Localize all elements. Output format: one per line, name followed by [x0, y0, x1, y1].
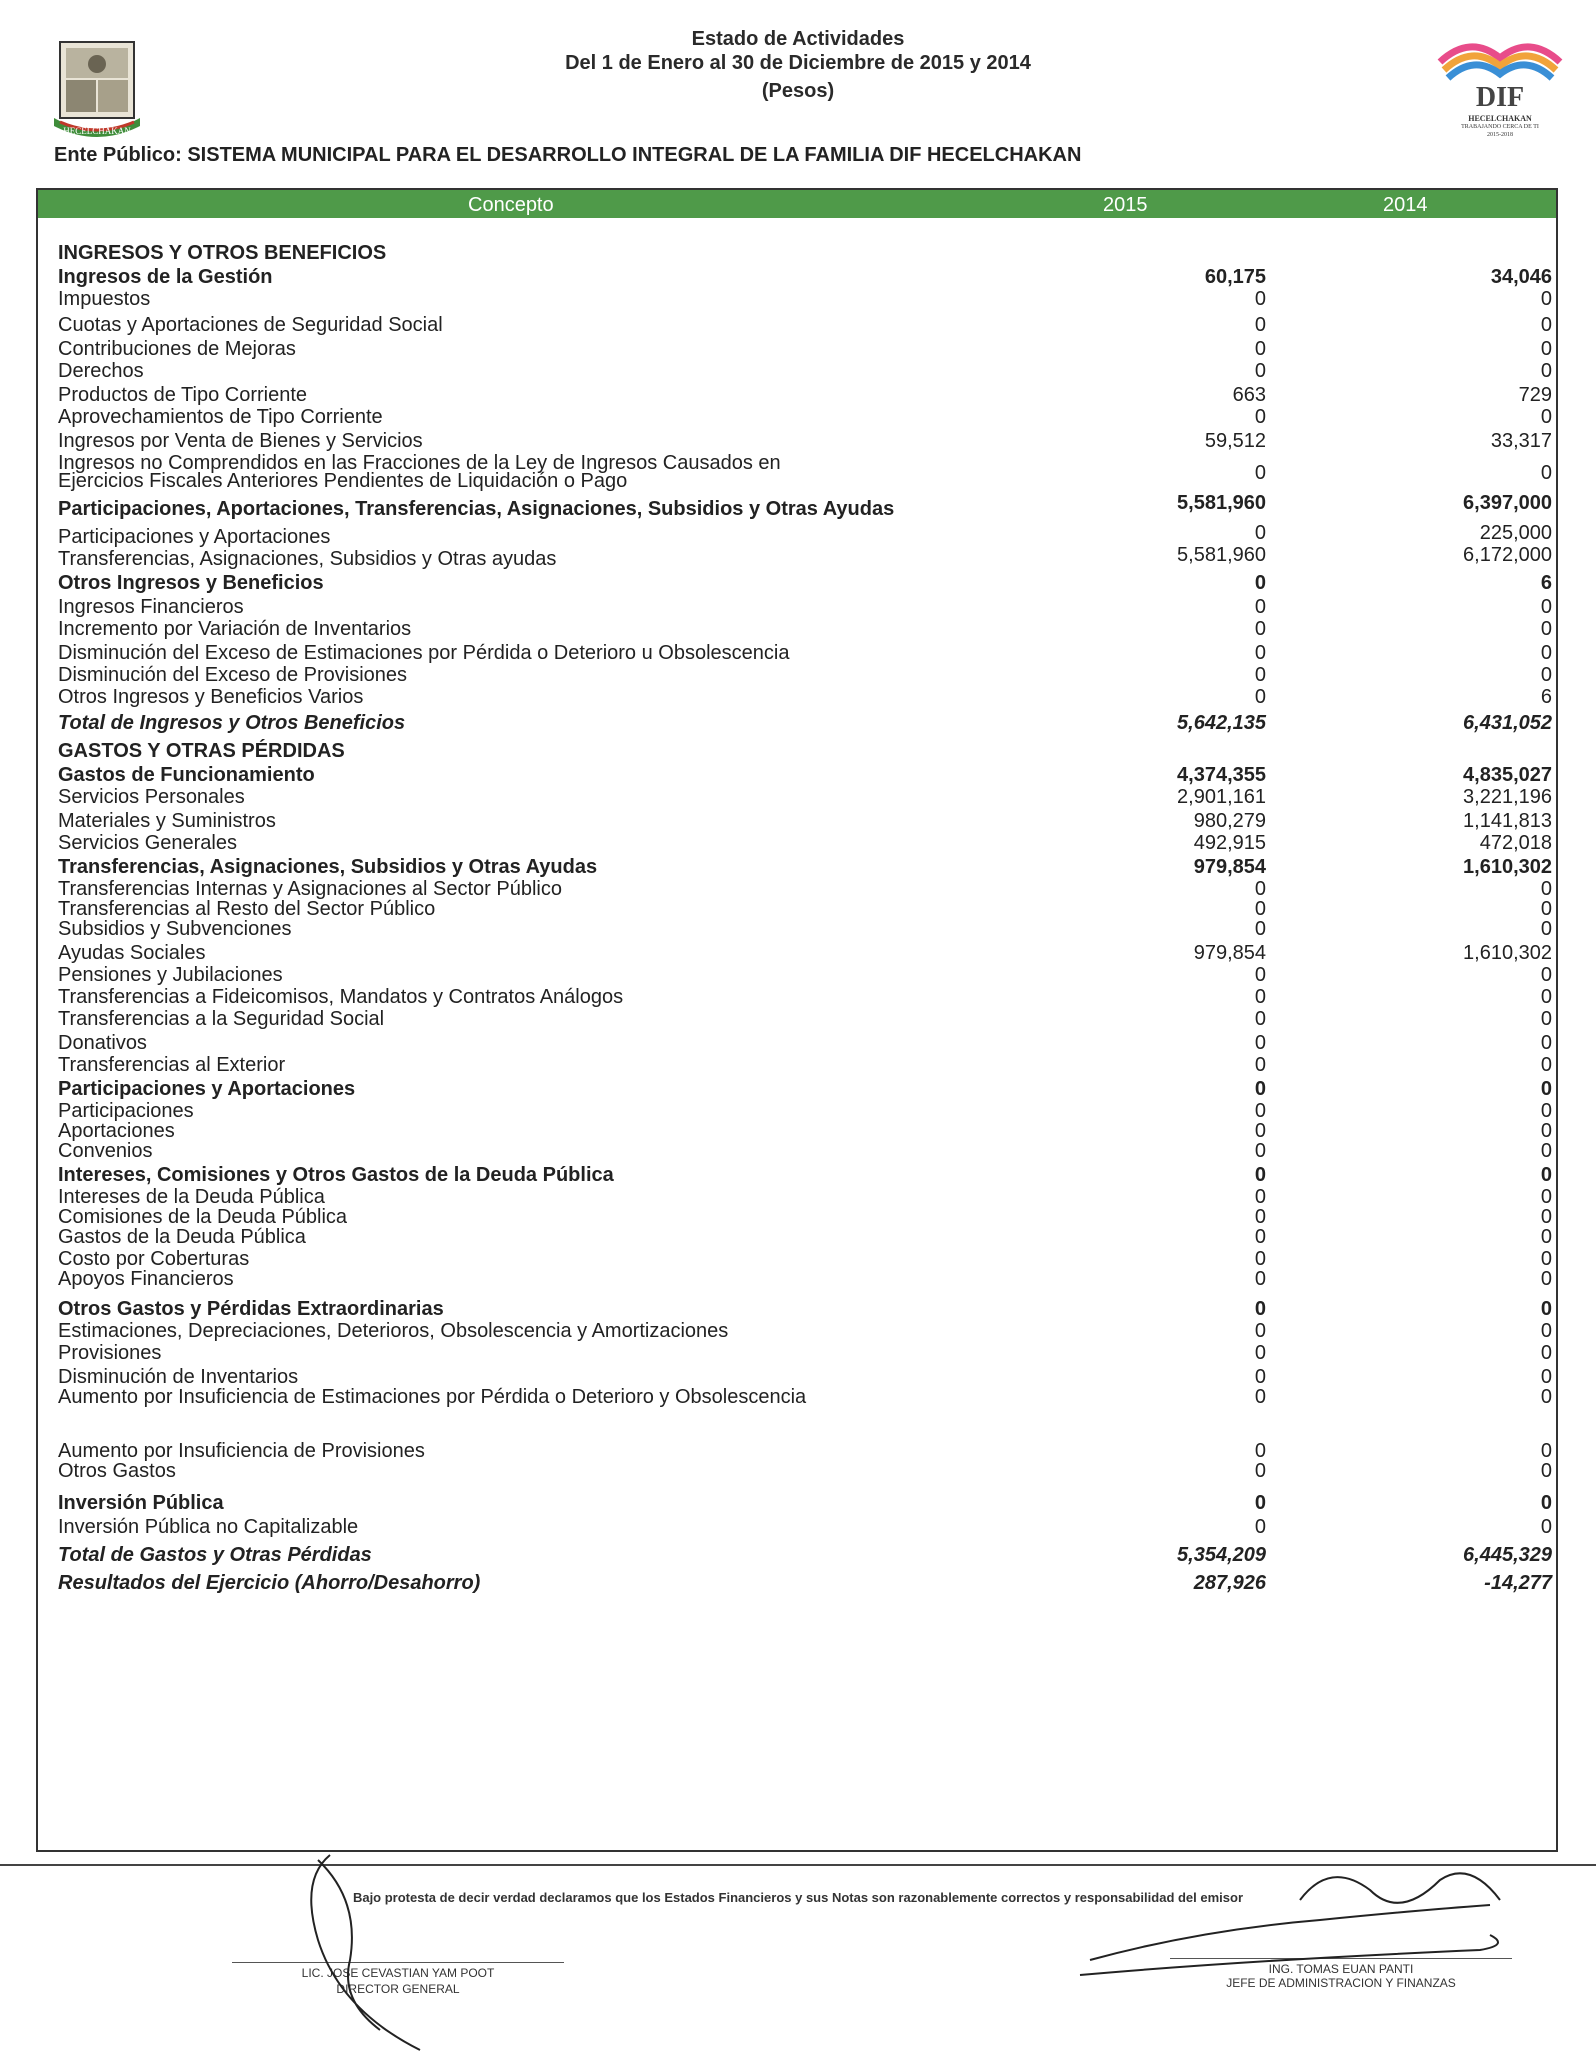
row-label: INGRESOS Y OTROS BENEFICIOS: [58, 242, 387, 264]
row-value-2015: 0: [1254, 462, 1266, 484]
row-label: Resultados del Ejercicio (Ahorro/Desahorro): [58, 1572, 481, 1594]
row-value-2014: 729: [1518, 384, 1552, 406]
table-row: [38, 642, 1556, 666]
row-label: Donativos: [58, 1032, 147, 1054]
footer-divider: [0, 1864, 1596, 1866]
row-value-2015: 0: [1254, 596, 1266, 618]
row-value-2015: 0: [1254, 288, 1266, 310]
row-label: Apoyos Financieros: [58, 1268, 234, 1290]
row-label: Aumento por Insuficiencia de Estimaciones por Pérdida o Deterioro y Obsolescencia: [58, 1386, 807, 1408]
table-row: [38, 856, 1556, 880]
row-value-2015: 0: [1254, 1008, 1266, 1030]
dif-years: 2015-2018: [1487, 132, 1513, 138]
row-value-2014: 0: [1540, 1342, 1552, 1364]
row-value-2014: 0: [1540, 314, 1552, 336]
row-value-2014: 6,397,000: [1463, 492, 1552, 514]
row-value-2014: 6: [1540, 686, 1552, 708]
table-row: [38, 572, 1556, 596]
row-value-2014: 4,835,027: [1463, 764, 1552, 786]
row-value-2015: 0: [1254, 406, 1266, 428]
row-value-2014: 0: [1540, 1248, 1552, 1270]
table-row: [38, 1492, 1556, 1516]
table-row: [38, 986, 1556, 1010]
row-label: Subsidios y Subvenciones: [58, 918, 292, 940]
row-value-2014: 0: [1540, 1320, 1552, 1342]
row-value-2015: 0: [1254, 1298, 1266, 1320]
row-value-2014: 34,046: [1490, 266, 1552, 288]
row-label: Impuestos: [58, 288, 151, 310]
row-label: Transferencias, Asignaciones, Subsidios y Otras ayudas: [58, 548, 557, 570]
row-value-2014: 225,000: [1479, 522, 1552, 544]
table-header: [38, 190, 1556, 218]
row-value-2014: 472,018: [1479, 832, 1552, 854]
col-2015: 2015: [1103, 194, 1148, 216]
table-row: [38, 1164, 1556, 1188]
table-row: [38, 1320, 1556, 1344]
row-value-2014: 0: [1540, 1440, 1552, 1462]
row-label: Otros Gastos y Pérdidas Extraordinarias: [58, 1298, 444, 1320]
row-label: Disminución de Inventarios: [58, 1366, 299, 1388]
row-label: Transferencias a Fideicomisos, Mandatos y Contratos Análogos: [58, 986, 624, 1008]
row-value-2014: 0: [1540, 918, 1552, 940]
col-concepto: Concepto: [468, 194, 554, 216]
table-row: [38, 1460, 1556, 1484]
row-label: Ayudas Sociales: [58, 942, 206, 964]
row-value-2014: 0: [1540, 406, 1552, 428]
row-label: Intereses de la Deuda Pública: [58, 1186, 325, 1208]
row-value-2015: 663: [1232, 384, 1266, 406]
row-label: Ingresos por Venta de Bienes y Servicios: [58, 430, 423, 452]
row-label: Total de Ingresos y Otros Beneficios: [58, 712, 406, 734]
signer1-name: LIC. JOSE CEVASTIAN YAM POOT: [301, 1966, 495, 1980]
col-2014: 2014: [1383, 194, 1428, 216]
row-label: Convenios: [58, 1140, 153, 1162]
table-row: [38, 1386, 1556, 1410]
row-value-2015: 0: [1254, 1516, 1266, 1538]
row-label: Cuotas y Aportaciones de Seguridad Social: [58, 314, 443, 336]
row-value-2015: 979,854: [1193, 856, 1266, 878]
row-label: Gastos de la Deuda Pública: [58, 1226, 306, 1248]
row-value-2015: 980,279: [1193, 810, 1266, 832]
row-value-2014: 0: [1540, 618, 1552, 640]
row-value-2015: 5,581,960: [1177, 544, 1266, 566]
row-value-2014: 0: [1540, 1120, 1552, 1142]
row-value-2015: 0: [1254, 1186, 1266, 1208]
signature-line-finance: [1170, 1958, 1512, 1959]
row-value-2015: 0: [1254, 1164, 1266, 1186]
dif-logo: [1430, 32, 1570, 142]
table-row: [38, 406, 1556, 430]
row-label: Productos de Tipo Corriente: [58, 384, 308, 406]
row-label: Inversión Pública: [58, 1492, 224, 1514]
row-value-2014: 0: [1540, 1226, 1552, 1248]
table-row: [38, 686, 1556, 710]
row-label: Ingresos Financieros: [58, 596, 244, 618]
row-value-2015: 5,354,209: [1177, 1544, 1266, 1566]
table-row: [38, 740, 1556, 764]
table-row: [38, 964, 1556, 988]
table-row: [38, 596, 1556, 620]
table-row: [38, 832, 1556, 856]
row-value-2015: 0: [1254, 686, 1266, 708]
row-value-2015: 0: [1254, 314, 1266, 336]
row-label: Pensiones y Jubilaciones: [58, 964, 283, 986]
row-value-2014: 0: [1540, 1386, 1552, 1408]
row-value-2015: 4,374,355: [1177, 764, 1266, 786]
row-value-2014: 0: [1540, 878, 1552, 900]
seal-caption: HECELCHAKAN: [63, 126, 131, 136]
row-label: Derechos: [58, 360, 144, 382]
row-value-2015: 0: [1254, 1140, 1266, 1162]
row-label: Servicios Generales: [58, 832, 237, 854]
row-value-2015: 5,581,960: [1177, 492, 1266, 514]
table-row: [38, 470, 1556, 494]
row-value-2014: 0: [1540, 338, 1552, 360]
row-value-2014: 0: [1540, 1008, 1552, 1030]
row-label: Transferencias, Asignaciones, Subsidios y Otras Ayudas: [58, 856, 598, 878]
row-value-2015: 0: [1254, 1032, 1266, 1054]
signer1-title: DIRECTOR GENERAL: [336, 1982, 460, 1996]
table-row: [38, 918, 1556, 942]
table-row: [38, 1572, 1556, 1596]
table-row: [38, 266, 1556, 290]
row-value-2015: 0: [1254, 986, 1266, 1008]
row-label: Ejercicios Fiscales Anteriores Pendientes de Liquidación o Pago: [58, 470, 628, 492]
signer2-name: ING. TOMAS EUAN PANTI: [1268, 1962, 1414, 1976]
table-row: [38, 786, 1556, 810]
row-value-2015: 0: [1254, 1120, 1266, 1142]
table-row: [38, 618, 1556, 642]
row-label: Otros Gastos: [58, 1460, 176, 1482]
row-value-2015: 0: [1254, 1460, 1266, 1482]
municipal-seal-logo: [52, 38, 142, 142]
table-row: [38, 338, 1556, 362]
row-value-2014: 0: [1540, 1516, 1552, 1538]
table-row: [38, 1342, 1556, 1366]
table-row: [38, 314, 1556, 338]
table-row: [38, 764, 1556, 788]
row-value-2015: 59,512: [1204, 430, 1266, 452]
row-value-2015: 0: [1254, 1268, 1266, 1290]
row-label: Total de Gastos y Otras Pérdidas: [58, 1544, 372, 1566]
row-label: Otros Ingresos y Beneficios Varios: [58, 686, 364, 708]
row-value-2015: 0: [1254, 1342, 1266, 1364]
row-value-2014: 0: [1540, 898, 1552, 920]
row-label: Disminución del Exceso de Provisiones: [58, 664, 408, 686]
row-label: Aumento por Insuficiencia de Provisiones: [58, 1440, 425, 1462]
row-value-2015: 0: [1254, 1206, 1266, 1228]
row-value-2015: 0: [1254, 918, 1266, 940]
row-value-2015: 0: [1254, 618, 1266, 640]
row-value-2014: 33,317: [1490, 430, 1552, 452]
row-value-2015: 0: [1254, 338, 1266, 360]
row-value-2014: 0: [1540, 1078, 1552, 1100]
table-row: [38, 1008, 1556, 1032]
row-label: Intereses, Comisiones y Otros Gastos de la Deuda Pública: [58, 1164, 614, 1186]
row-value-2014: 0: [1540, 1298, 1552, 1320]
table-row: [38, 242, 1556, 266]
row-value-2014: 1,610,302: [1463, 856, 1552, 878]
row-value-2014: 1,141,813: [1463, 810, 1552, 832]
row-label: Inversión Pública no Capitalizable: [58, 1516, 359, 1538]
row-value-2014: 0: [1540, 1366, 1552, 1388]
table-row: [38, 1054, 1556, 1078]
table-row: [38, 942, 1556, 966]
table-row: [38, 810, 1556, 834]
row-value-2014: 6,431,052: [1463, 712, 1552, 734]
row-value-2014: 1,610,302: [1463, 942, 1552, 964]
row-value-2015: 0: [1254, 642, 1266, 664]
row-label: Aportaciones: [58, 1120, 175, 1142]
row-value-2014: 0: [1540, 360, 1552, 382]
table-row: [38, 1544, 1556, 1568]
table-row: [38, 1268, 1556, 1292]
row-label: Estimaciones, Depreciaciones, Deterioros, Obsolescencia y Amortizaciones: [58, 1320, 729, 1342]
row-value-2015: 979,854: [1193, 942, 1266, 964]
row-label: Materiales y Suministros: [58, 810, 276, 832]
row-value-2014: 0: [1540, 462, 1552, 484]
row-label: Transferencias a la Seguridad Social: [58, 1008, 385, 1030]
row-label: Transferencias al Resto del Sector Público: [58, 898, 436, 920]
table-row: [38, 522, 1556, 550]
row-label: Transferencias Internas y Asignaciones al Sector Público: [58, 878, 562, 900]
row-value-2014: 6: [1540, 572, 1552, 594]
row-value-2014: 3,221,196: [1463, 786, 1552, 808]
row-label: Aprovechamientos de Tipo Corriente: [58, 406, 383, 428]
declaration-text: Bajo protesta de decir verdad declaramos que los Estados Financieros y sus Notas son razonablemente correctos y responsabilidad del emisor: [352, 1890, 1244, 1905]
report-currency: (Pesos): [761, 80, 835, 102]
row-value-2014: 0: [1540, 964, 1552, 986]
row-value-2015: 0: [1254, 360, 1266, 382]
row-value-2014: 0: [1540, 1054, 1552, 1076]
row-value-2015: 0: [1254, 1386, 1266, 1408]
row-value-2014: 6,172,000: [1463, 544, 1552, 566]
row-label: GASTOS Y OTRAS PÉRDIDAS: [58, 740, 345, 762]
row-label: Comisiones de la Deuda Pública: [58, 1206, 348, 1228]
row-value-2014: 0: [1540, 664, 1552, 686]
row-value-2014: 0: [1540, 1100, 1552, 1122]
row-value-2014: 0: [1540, 986, 1552, 1008]
row-value-2014: 0: [1540, 642, 1552, 664]
row-label: Transferencias al Exterior: [58, 1054, 286, 1076]
table-row: [38, 360, 1556, 384]
row-value-2015: 0: [1254, 898, 1266, 920]
report-period: Del 1 de Enero al 30 de Diciembre de 2015 y 2014: [565, 52, 1031, 74]
row-label: Contribuciones de Mejoras: [58, 338, 296, 360]
table-row: [38, 1032, 1556, 1056]
table-row: [38, 1516, 1556, 1540]
row-value-2015: 60,175: [1204, 266, 1266, 288]
row-value-2014: 0: [1540, 1460, 1552, 1482]
table-row: [38, 1298, 1556, 1322]
row-value-2015: 0: [1254, 1248, 1266, 1270]
row-value-2015: 0: [1254, 1320, 1266, 1342]
row-value-2014: 0: [1540, 1492, 1552, 1514]
row-value-2015: 0: [1254, 1366, 1266, 1388]
row-value-2015: 5,642,135: [1177, 712, 1266, 734]
row-label: Otros Ingresos y Beneficios: [58, 572, 324, 594]
row-value-2015: 0: [1254, 1100, 1266, 1122]
row-value-2015: 0: [1254, 1226, 1266, 1248]
row-label: Gastos de Funcionamiento: [58, 764, 315, 786]
report-title: Estado de Actividades: [691, 28, 905, 50]
row-value-2015: 0: [1254, 878, 1266, 900]
row-value-2014: 0: [1540, 1186, 1552, 1208]
dif-town: HECELCHAKAN: [1468, 114, 1532, 123]
row-label: Participaciones y Aportaciones: [58, 1078, 356, 1100]
row-value-2014: 0: [1540, 1032, 1552, 1054]
row-value-2014: 0: [1540, 1206, 1552, 1228]
table-row: [38, 384, 1556, 408]
row-label: Incremento por Variación de Inventarios: [58, 618, 412, 640]
signature-line-director: [232, 1962, 564, 1963]
dif-slogan: TRABAJANDO CERCA DE TI: [1461, 124, 1539, 130]
table-row: [38, 712, 1556, 736]
table-row: [38, 288, 1556, 312]
table-row: [38, 1140, 1556, 1164]
signer2-title: JEFE DE ADMINISTRACION Y FINANZAS: [1226, 1976, 1456, 1990]
row-value-2014: 0: [1540, 596, 1552, 618]
row-value-2015: 492,915: [1193, 832, 1266, 854]
table-row: [38, 1078, 1556, 1102]
row-label: Provisiones: [58, 1342, 162, 1364]
row-label: Disminución del Exceso de Estimaciones por Pérdida o Deterioro u Obsolescencia: [58, 642, 790, 664]
row-value-2014: -14,277: [1484, 1572, 1552, 1594]
row-value-2015: 287,926: [1193, 1572, 1266, 1594]
dif-wordmark: DIF: [1475, 82, 1525, 113]
row-value-2014: 6,445,329: [1463, 1544, 1552, 1566]
row-value-2014: 0: [1540, 1140, 1552, 1162]
row-value-2015: 0: [1254, 572, 1266, 594]
row-value-2015: 2,901,161: [1177, 786, 1266, 808]
row-label: Participaciones, Aportaciones, Transferencias, Asignaciones, Subsidios y Otras Ayudas: [58, 498, 895, 520]
table-row: [38, 1226, 1556, 1250]
row-value-2015: 0: [1254, 964, 1266, 986]
table-row: [38, 664, 1556, 688]
row-value-2015: 0: [1254, 1492, 1266, 1514]
row-label: Ingresos no Comprendidos en las Fracciones de la Ley de Ingresos Causados en: [58, 452, 781, 474]
row-label: Ingresos de la Gestión: [58, 266, 273, 288]
row-value-2014: 0: [1540, 1268, 1552, 1290]
row-label: Participaciones y Aportaciones: [58, 526, 331, 548]
ente-publico: Ente Público: SISTEMA MUNICIPAL PARA EL DESARROLLO INTEGRAL DE LA FAMILIA DIF HECELCHAKAN: [54, 144, 1082, 166]
table-row: [38, 544, 1556, 572]
activities-table: [36, 188, 1558, 1852]
row-label: Costo por Coberturas: [58, 1248, 250, 1270]
table-row: [38, 492, 1556, 522]
table-row: [38, 430, 1556, 454]
row-value-2015: 0: [1254, 1078, 1266, 1100]
row-label: Servicios Personales: [58, 786, 245, 808]
row-value-2015: 0: [1254, 664, 1266, 686]
row-value-2015: 0: [1254, 522, 1266, 544]
row-value-2014: 0: [1540, 1164, 1552, 1186]
row-value-2015: 0: [1254, 1054, 1266, 1076]
row-value-2014: 0: [1540, 288, 1552, 310]
row-label: Participaciones: [58, 1100, 194, 1122]
row-value-2015: 0: [1254, 1440, 1266, 1462]
